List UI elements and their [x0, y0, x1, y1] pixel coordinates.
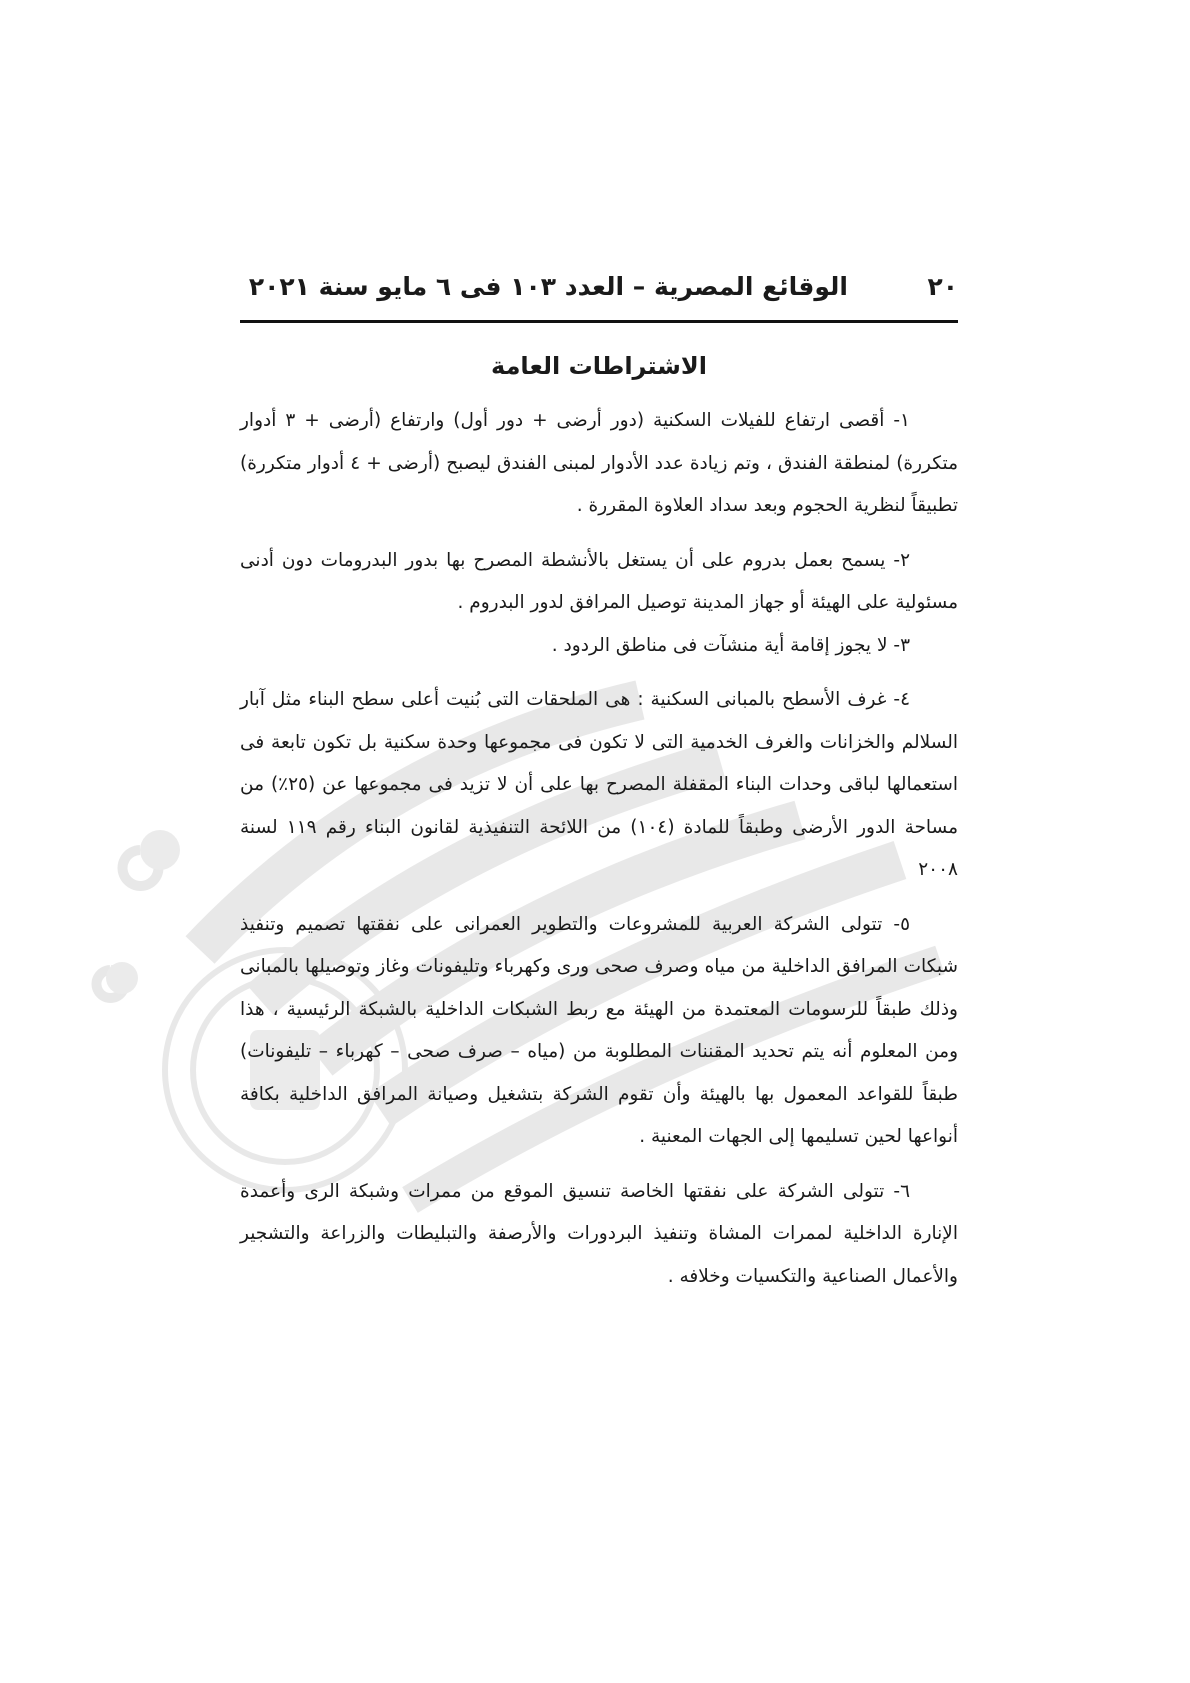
page-number: ٢٠ [927, 272, 958, 301]
section-title: الاشتراطات العامة [491, 352, 707, 380]
gazette-title: الوقائع المصرية – العدد ١٠٣ فى ٦ مايو سنة ٢٠٢١ [248, 272, 848, 301]
clause-6: ٦- تتولى الشركة على نفقتها الخاصة تنسيق الموقع من ممرات وشبكة الرى وأعمدة الإنارة الداخلية لممرات المشاة وتنفيذ البردورات والأرصفة والتبليطات والزراعة والتشجير والأعمال الصناعية والتكسيات وخلافه . [240, 1180, 958, 1287]
clause-3: ٣- لا يجوز إقامة أية منشآت فى مناطق الردود . [551, 634, 910, 656]
clause-5: ٥- تتولى الشركة العربية للمشروعات والتطوير العمرانى على نفقتها تصميم وتنفيذ شبكات المرافق الداخلية من مياه وصرف صحى ورى وكهرباء وتليفونات وغاز وتوصيلها بالمبانى وذلك طبقاً للرسومات المعتمدة من الهيئة مع ربط الشبكات الداخلية بالشبكة الرئيسية ، هذا ومن المعلوم أنه يتم تحديد المقننات المطلوبة من (مياه – صرف صحى – كهرباء – تليفونات) طبقاً للقواعد المعمول بها بالهيئة وأن تقوم الشركة بتشغيل وصيانة المرافق الداخلية بكافة أنواعها لحين تسليمها إلى الجهات المعنية . [240, 913, 958, 1147]
page-header [240, 268, 958, 316]
header-divider [240, 320, 958, 323]
clause-4: ٤- غرف الأسطح بالمبانى السكنية : هى الملحقات التى بُنيت أعلى سطح البناء مثل آبار السلالم والخزانات والغرف الخدمية التى لا تكون فى مجموعها وحدة سكنية بل تكون تابعة فى استعمالها لباقى وحدات البناء المقفلة المصرح بها على أن لا تزيد فى مجموعها عن (٢٥٪) من مساحة الدور الأرضى وطبقاً للمادة (١٠٤) من اللائحة التنفيذية لقانون البناء رقم ١١٩ لسنة ٢٠٠٨ [240, 689, 959, 880]
clause-2: ٢- يسمح بعمل بدروم على أن يستغل بالأنشطة المصرح بها بدور البدرومات دون أدنى مسئولية على الهيئة أو جهاز المدينة توصيل المرافق لدور البدروم . [240, 549, 958, 613]
clause-1: ١- أقصى ارتفاع للفيلات السكنية (دور أرضى + دور أول) وارتفاع (أرضى + ٣ أدوار متكررة) لمنطقة الفندق ، وتم زيادة عدد الأدوار لمبنى الفندق ليصبح (أرضى + ٤ أدوار متكررة) تطبيقاً لنظرية الحجوم وبعد سداد العلاوة المقررة . [240, 410, 958, 516]
document-body [240, 400, 958, 1310]
